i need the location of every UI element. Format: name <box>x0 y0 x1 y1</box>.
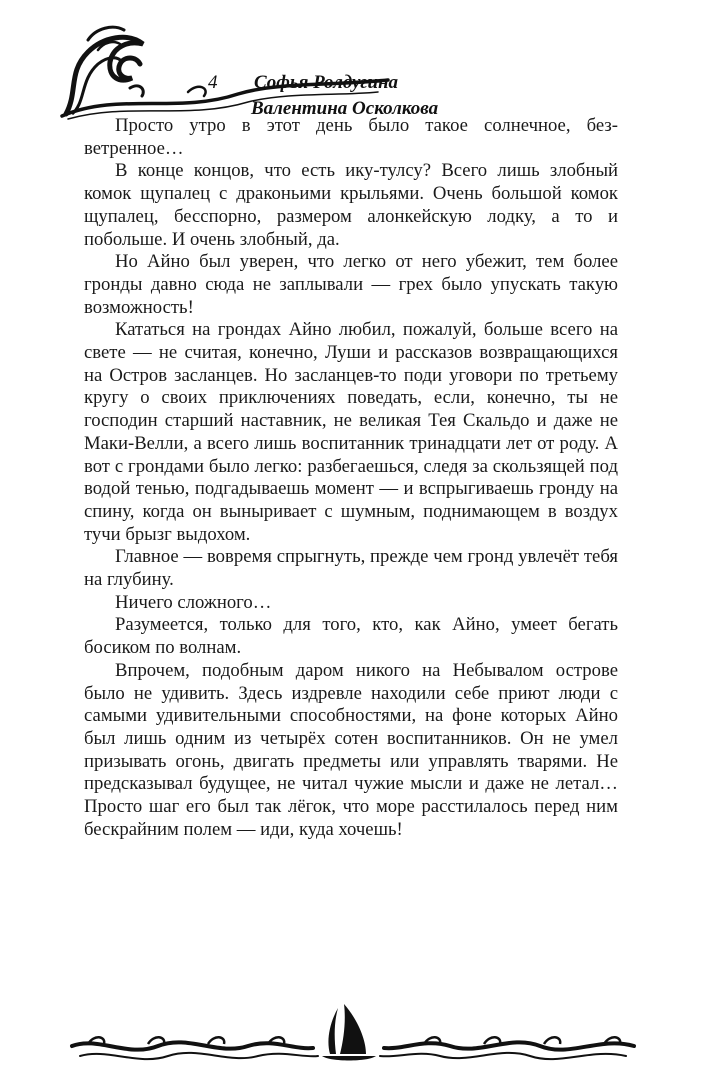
page-footer <box>68 1000 638 1070</box>
author-name-1: Софья Ролдугина <box>254 72 399 93</box>
paragraph: Но Айно был уверен, что легко от него убежит, тем более гронды давно сюда не заплывали — грех было упускать такую возможность! <box>84 251 618 318</box>
body-text <box>84 115 618 842</box>
page-header <box>58 22 439 122</box>
sailboat-wave-ornament-icon <box>68 1000 638 1070</box>
paragraph: Ничего сложного… <box>115 591 272 613</box>
paragraph: Главное — вовремя спрыгнуть, прежде чем гронд увлечёт тебя на глубину. <box>84 546 618 591</box>
page-number: 4 <box>208 72 218 93</box>
paragraph: Кататься на грондах Айно любил, пожалуй, больше всего на свете — не считая, конечно, Луши и рассказов возвращающихся на Остров засланцев. Но засланцев-то поди уговори по третьему кругу о своих приключениях поведать, если, конечно, ты не господин старший наставник, не великая Тея Скальдо и даже не Маки-Велли, а всего лишь воспитанник тринадцати лет от роду. А вот с грондами было легко: разбегаешься, следя за скользящей под водой тенью, подгадываешь момент — и вспрыгиваешь гронду на спину, когда он выныривает с шумным, поднимающем в воздух тучи брызг выдохом. <box>84 319 618 545</box>
author-name-2: Валентина Осколкова <box>251 98 439 119</box>
paragraph: Разумеется, только для того, кто, как Айно, умеет бегать босиком по волнам. <box>84 614 618 659</box>
paragraph: Впрочем, подобным даром никого на Небывалом острове было не удивить. Здесь издревле находили себе приют люди с самыми удивительными способностями, на фоне которых Айно был лишь одним из четырёх сотен воспитанников. Он не умел призывать огонь, двигать предметы или управлять тварями. Не предсказывал будущее, не читал чужие мысли и даже не летал… Просто шаг его был так лёгок, что море расстилалось перед ним бескрайним полем — иди, куда хочешь! <box>84 659 618 840</box>
paragraph: Просто утро в этот день было такое солнечное, безветренное… <box>84 115 618 159</box>
paragraph: В конце концов, что есть ику-тулсу? Всего лишь злобный комок щупалец с драконьими крыльями. Очень большой комок щупалец, бесспорно, размером алонкейскую лодку, а то и побольше. И очень злобный, да. <box>84 160 618 250</box>
